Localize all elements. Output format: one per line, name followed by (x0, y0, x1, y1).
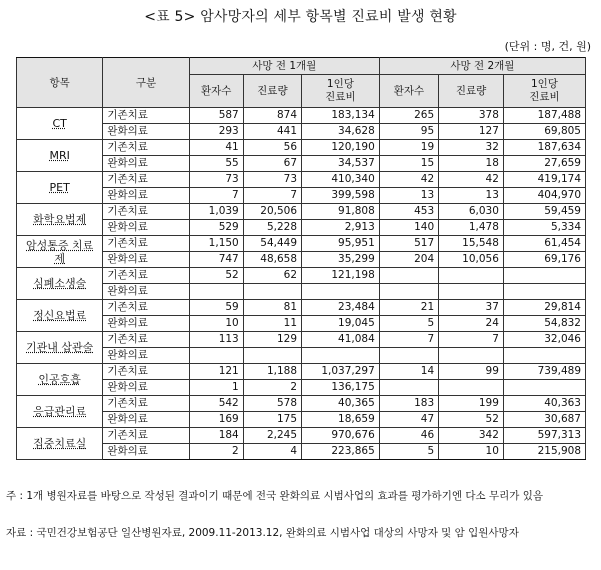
type-cell: 완화의료 (103, 124, 189, 140)
type-cell: 기존치료 (103, 332, 189, 348)
type-cell: 기존치료 (103, 428, 189, 444)
visits-2-cell: 6,030 (439, 204, 504, 220)
patients-2-cell: 517 (379, 236, 438, 252)
per-person-cost-2-cell: 187,488 (503, 108, 585, 124)
patients-2-cell: 46 (379, 428, 438, 444)
header-visits-2: 진료량 (439, 75, 504, 108)
table-row (17, 332, 586, 348)
per-person-cost-1-cell: 95,951 (302, 236, 380, 252)
header-type: 구분 (103, 58, 189, 108)
per-person-cost-1-cell: 399,598 (302, 188, 380, 204)
table-note: 주 : 1개 병원자료를 바탕으로 작성된 결과이기 때문에 전국 완화의료 시범사업의 효과를 평가하기엔 다소 무리가 있음 (6, 490, 544, 502)
unit-label: (단위 : 명, 건, 원) (504, 40, 591, 53)
visits-1-cell: 129 (243, 332, 301, 348)
patients-2-cell (379, 348, 438, 364)
type-cell: 기존치료 (103, 204, 189, 220)
table-row (17, 300, 586, 316)
visits-2-cell: 52 (439, 412, 504, 428)
patients-1-cell: 59 (189, 300, 243, 316)
table-row (17, 236, 586, 252)
item-cell: 화학요법제 (17, 204, 103, 236)
per-person-cost-2-cell (503, 268, 585, 284)
patients-2-cell: 183 (379, 396, 438, 412)
visits-1-cell: 2 (243, 380, 301, 396)
patients-2-cell: 5 (379, 444, 438, 460)
patients-1-cell: 2 (189, 444, 243, 460)
type-cell: 완화의료 (103, 252, 189, 268)
per-person-cost-1-cell: 18,659 (302, 412, 380, 428)
type-cell: 기존치료 (103, 108, 189, 124)
type-cell: 완화의료 (103, 380, 189, 396)
visits-2-cell: 199 (439, 396, 504, 412)
patients-2-cell: 204 (379, 252, 438, 268)
patients-2-cell: 42 (379, 172, 438, 188)
visits-2-cell: 342 (439, 428, 504, 444)
header-item: 항목 (17, 58, 103, 108)
patients-2-cell: 5 (379, 316, 438, 332)
type-cell: 완화의료 (103, 220, 189, 236)
per-person-cost-2-cell: 419,174 (503, 172, 585, 188)
type-cell: 기존치료 (103, 236, 189, 252)
patients-2-cell: 13 (379, 188, 438, 204)
patients-2-cell: 95 (379, 124, 438, 140)
item-cell: 응급관리료 (17, 396, 103, 428)
table-row (17, 172, 586, 188)
visits-2-cell: 99 (439, 364, 504, 380)
type-cell: 기존치료 (103, 268, 189, 284)
type-cell: 기존치료 (103, 364, 189, 380)
visits-2-cell: 13 (439, 188, 504, 204)
item-cell: 기관내 삽관술 (17, 332, 103, 364)
table-row (17, 396, 586, 412)
patients-2-cell (379, 268, 438, 284)
per-person-cost-1-cell: 41,084 (302, 332, 380, 348)
patients-1-cell: 52 (189, 268, 243, 284)
patients-1-cell: 10 (189, 316, 243, 332)
patients-1-cell: 1,150 (189, 236, 243, 252)
patients-2-cell: 265 (379, 108, 438, 124)
per-person-cost-2-cell: 597,313 (503, 428, 585, 444)
visits-1-cell: 56 (243, 140, 301, 156)
per-person-cost-1-cell (302, 284, 380, 300)
header-period2: 사망 전 2개월 (379, 58, 585, 75)
visits-2-cell (439, 380, 504, 396)
patients-2-cell (379, 380, 438, 396)
visits-2-cell: 24 (439, 316, 504, 332)
visits-1-cell: 4 (243, 444, 301, 460)
visits-1-cell (243, 284, 301, 300)
visits-2-cell: 18 (439, 156, 504, 172)
per-person-cost-1-cell: 970,676 (302, 428, 380, 444)
per-person-cost-1-cell: 223,865 (302, 444, 380, 460)
item-cell: 심폐소생술 (17, 268, 103, 300)
patients-2-cell: 19 (379, 140, 438, 156)
per-person-cost-1-cell: 2,913 (302, 220, 380, 236)
patients-2-cell: 7 (379, 332, 438, 348)
per-person-cost-2-cell: 69,805 (503, 124, 585, 140)
type-cell: 완화의료 (103, 348, 189, 364)
item-cell: 인공호흡 (17, 364, 103, 396)
table-source: 자료 : 국민건강보험공단 일산병원자료, 2009.11-2013.12, 완화의료 시범사업 대상의 사망자 및 암 입원사망자 (6, 527, 519, 539)
visits-2-cell: 15,548 (439, 236, 504, 252)
visits-1-cell: 2,245 (243, 428, 301, 444)
per-person-cost-2-cell: 40,363 (503, 396, 585, 412)
patients-1-cell: 587 (189, 108, 243, 124)
visits-2-cell (439, 348, 504, 364)
visits-2-cell: 7 (439, 332, 504, 348)
visits-2-cell (439, 268, 504, 284)
visits-1-cell: 1,188 (243, 364, 301, 380)
table-body (17, 108, 586, 460)
per-person-cost-1-cell: 136,175 (302, 380, 380, 396)
header-patients-1: 환자수 (189, 75, 243, 108)
per-person-cost-2-cell: 404,970 (503, 188, 585, 204)
type-cell: 완화의료 (103, 156, 189, 172)
visits-2-cell: 37 (439, 300, 504, 316)
per-person-cost-2-cell: 54,832 (503, 316, 585, 332)
visits-2-cell: 42 (439, 172, 504, 188)
visits-2-cell: 378 (439, 108, 504, 124)
patients-2-cell: 140 (379, 220, 438, 236)
header-per-person-1: 1인당 진료비 (302, 75, 380, 108)
per-person-cost-1-cell: 19,045 (302, 316, 380, 332)
patients-1-cell: 113 (189, 332, 243, 348)
visits-1-cell: 874 (243, 108, 301, 124)
per-person-cost-1-cell: 121,198 (302, 268, 380, 284)
per-person-cost-2-cell: 59,459 (503, 204, 585, 220)
per-person-cost-1-cell: 34,537 (302, 156, 380, 172)
patients-2-cell: 14 (379, 364, 438, 380)
visits-2-cell: 10 (439, 444, 504, 460)
table-row (17, 428, 586, 444)
type-cell: 기존치료 (103, 300, 189, 316)
per-person-cost-1-cell: 40,365 (302, 396, 380, 412)
item-cell: 암성통증 치료제 (17, 236, 103, 268)
patients-1-cell: 1,039 (189, 204, 243, 220)
patients-1-cell (189, 348, 243, 364)
header-per-person-2: 1인당 진료비 (503, 75, 585, 108)
patients-2-cell: 21 (379, 300, 438, 316)
patients-2-cell (379, 284, 438, 300)
visits-1-cell: 20,506 (243, 204, 301, 220)
header-patients-2: 환자수 (379, 75, 438, 108)
visits-1-cell: 62 (243, 268, 301, 284)
patients-1-cell: 293 (189, 124, 243, 140)
visits-1-cell: 5,228 (243, 220, 301, 236)
visits-1-cell: 48,658 (243, 252, 301, 268)
per-person-cost-2-cell (503, 348, 585, 364)
visits-1-cell: 7 (243, 188, 301, 204)
visits-1-cell: 67 (243, 156, 301, 172)
patients-1-cell (189, 284, 243, 300)
patients-2-cell: 15 (379, 156, 438, 172)
patients-2-cell: 453 (379, 204, 438, 220)
patients-1-cell: 7 (189, 188, 243, 204)
per-person-cost-1-cell: 183,134 (302, 108, 380, 124)
patients-1-cell: 73 (189, 172, 243, 188)
table-row (17, 204, 586, 220)
per-person-cost-2-cell: 187,634 (503, 140, 585, 156)
visits-1-cell: 578 (243, 396, 301, 412)
patients-1-cell: 1 (189, 380, 243, 396)
visits-1-cell: 175 (243, 412, 301, 428)
visits-2-cell: 127 (439, 124, 504, 140)
per-person-cost-1-cell: 34,628 (302, 124, 380, 140)
per-person-cost-2-cell: 215,908 (503, 444, 585, 460)
type-cell: 완화의료 (103, 188, 189, 204)
patients-1-cell: 41 (189, 140, 243, 156)
per-person-cost-2-cell: 69,176 (503, 252, 585, 268)
patients-1-cell: 121 (189, 364, 243, 380)
visits-1-cell: 11 (243, 316, 301, 332)
visits-2-cell: 32 (439, 140, 504, 156)
patients-1-cell: 542 (189, 396, 243, 412)
type-cell: 완화의료 (103, 412, 189, 428)
patients-1-cell: 184 (189, 428, 243, 444)
patients-1-cell: 747 (189, 252, 243, 268)
type-cell: 완화의료 (103, 284, 189, 300)
item-cell: CT (17, 108, 103, 140)
type-cell: 완화의료 (103, 316, 189, 332)
visits-1-cell: 54,449 (243, 236, 301, 252)
per-person-cost-2-cell: 32,046 (503, 332, 585, 348)
type-cell: 기존치료 (103, 172, 189, 188)
per-person-cost-2-cell: 5,334 (503, 220, 585, 236)
table-row (17, 108, 586, 124)
per-person-cost-1-cell: 91,808 (302, 204, 380, 220)
visits-1-cell: 81 (243, 300, 301, 316)
per-person-cost-1-cell: 1,037,297 (302, 364, 380, 380)
cost-table (16, 57, 586, 460)
per-person-cost-1-cell: 410,340 (302, 172, 380, 188)
per-person-cost-1-cell (302, 348, 380, 364)
type-cell: 완화의료 (103, 444, 189, 460)
header-visits-1: 진료량 (243, 75, 301, 108)
visits-2-cell: 1,478 (439, 220, 504, 236)
per-person-cost-2-cell: 739,489 (503, 364, 585, 380)
per-person-cost-2-cell: 30,687 (503, 412, 585, 428)
type-cell: 기존치료 (103, 396, 189, 412)
item-cell: 정신요법료 (17, 300, 103, 332)
visits-1-cell: 441 (243, 124, 301, 140)
patients-1-cell: 55 (189, 156, 243, 172)
header-period1: 사망 전 1개월 (189, 58, 379, 75)
per-person-cost-2-cell (503, 284, 585, 300)
visits-1-cell (243, 348, 301, 364)
item-cell: PET (17, 172, 103, 204)
patients-1-cell: 529 (189, 220, 243, 236)
table-row (17, 268, 586, 284)
visits-1-cell: 73 (243, 172, 301, 188)
per-person-cost-1-cell: 23,484 (302, 300, 380, 316)
item-cell: MRI (17, 140, 103, 172)
per-person-cost-2-cell: 61,454 (503, 236, 585, 252)
visits-2-cell (439, 284, 504, 300)
patients-1-cell: 169 (189, 412, 243, 428)
per-person-cost-2-cell (503, 380, 585, 396)
per-person-cost-1-cell: 35,299 (302, 252, 380, 268)
per-person-cost-2-cell: 27,659 (503, 156, 585, 172)
visits-2-cell: 10,056 (439, 252, 504, 268)
type-cell: 기존치료 (103, 140, 189, 156)
table-row (17, 140, 586, 156)
item-cell: 집중치료실 (17, 428, 103, 460)
table-title: <표 5> 암사망자의 세부 항목별 진료비 발생 현황 (144, 9, 457, 25)
table-row (17, 364, 586, 380)
per-person-cost-1-cell: 120,190 (302, 140, 380, 156)
per-person-cost-2-cell: 29,814 (503, 300, 585, 316)
patients-2-cell: 47 (379, 412, 438, 428)
